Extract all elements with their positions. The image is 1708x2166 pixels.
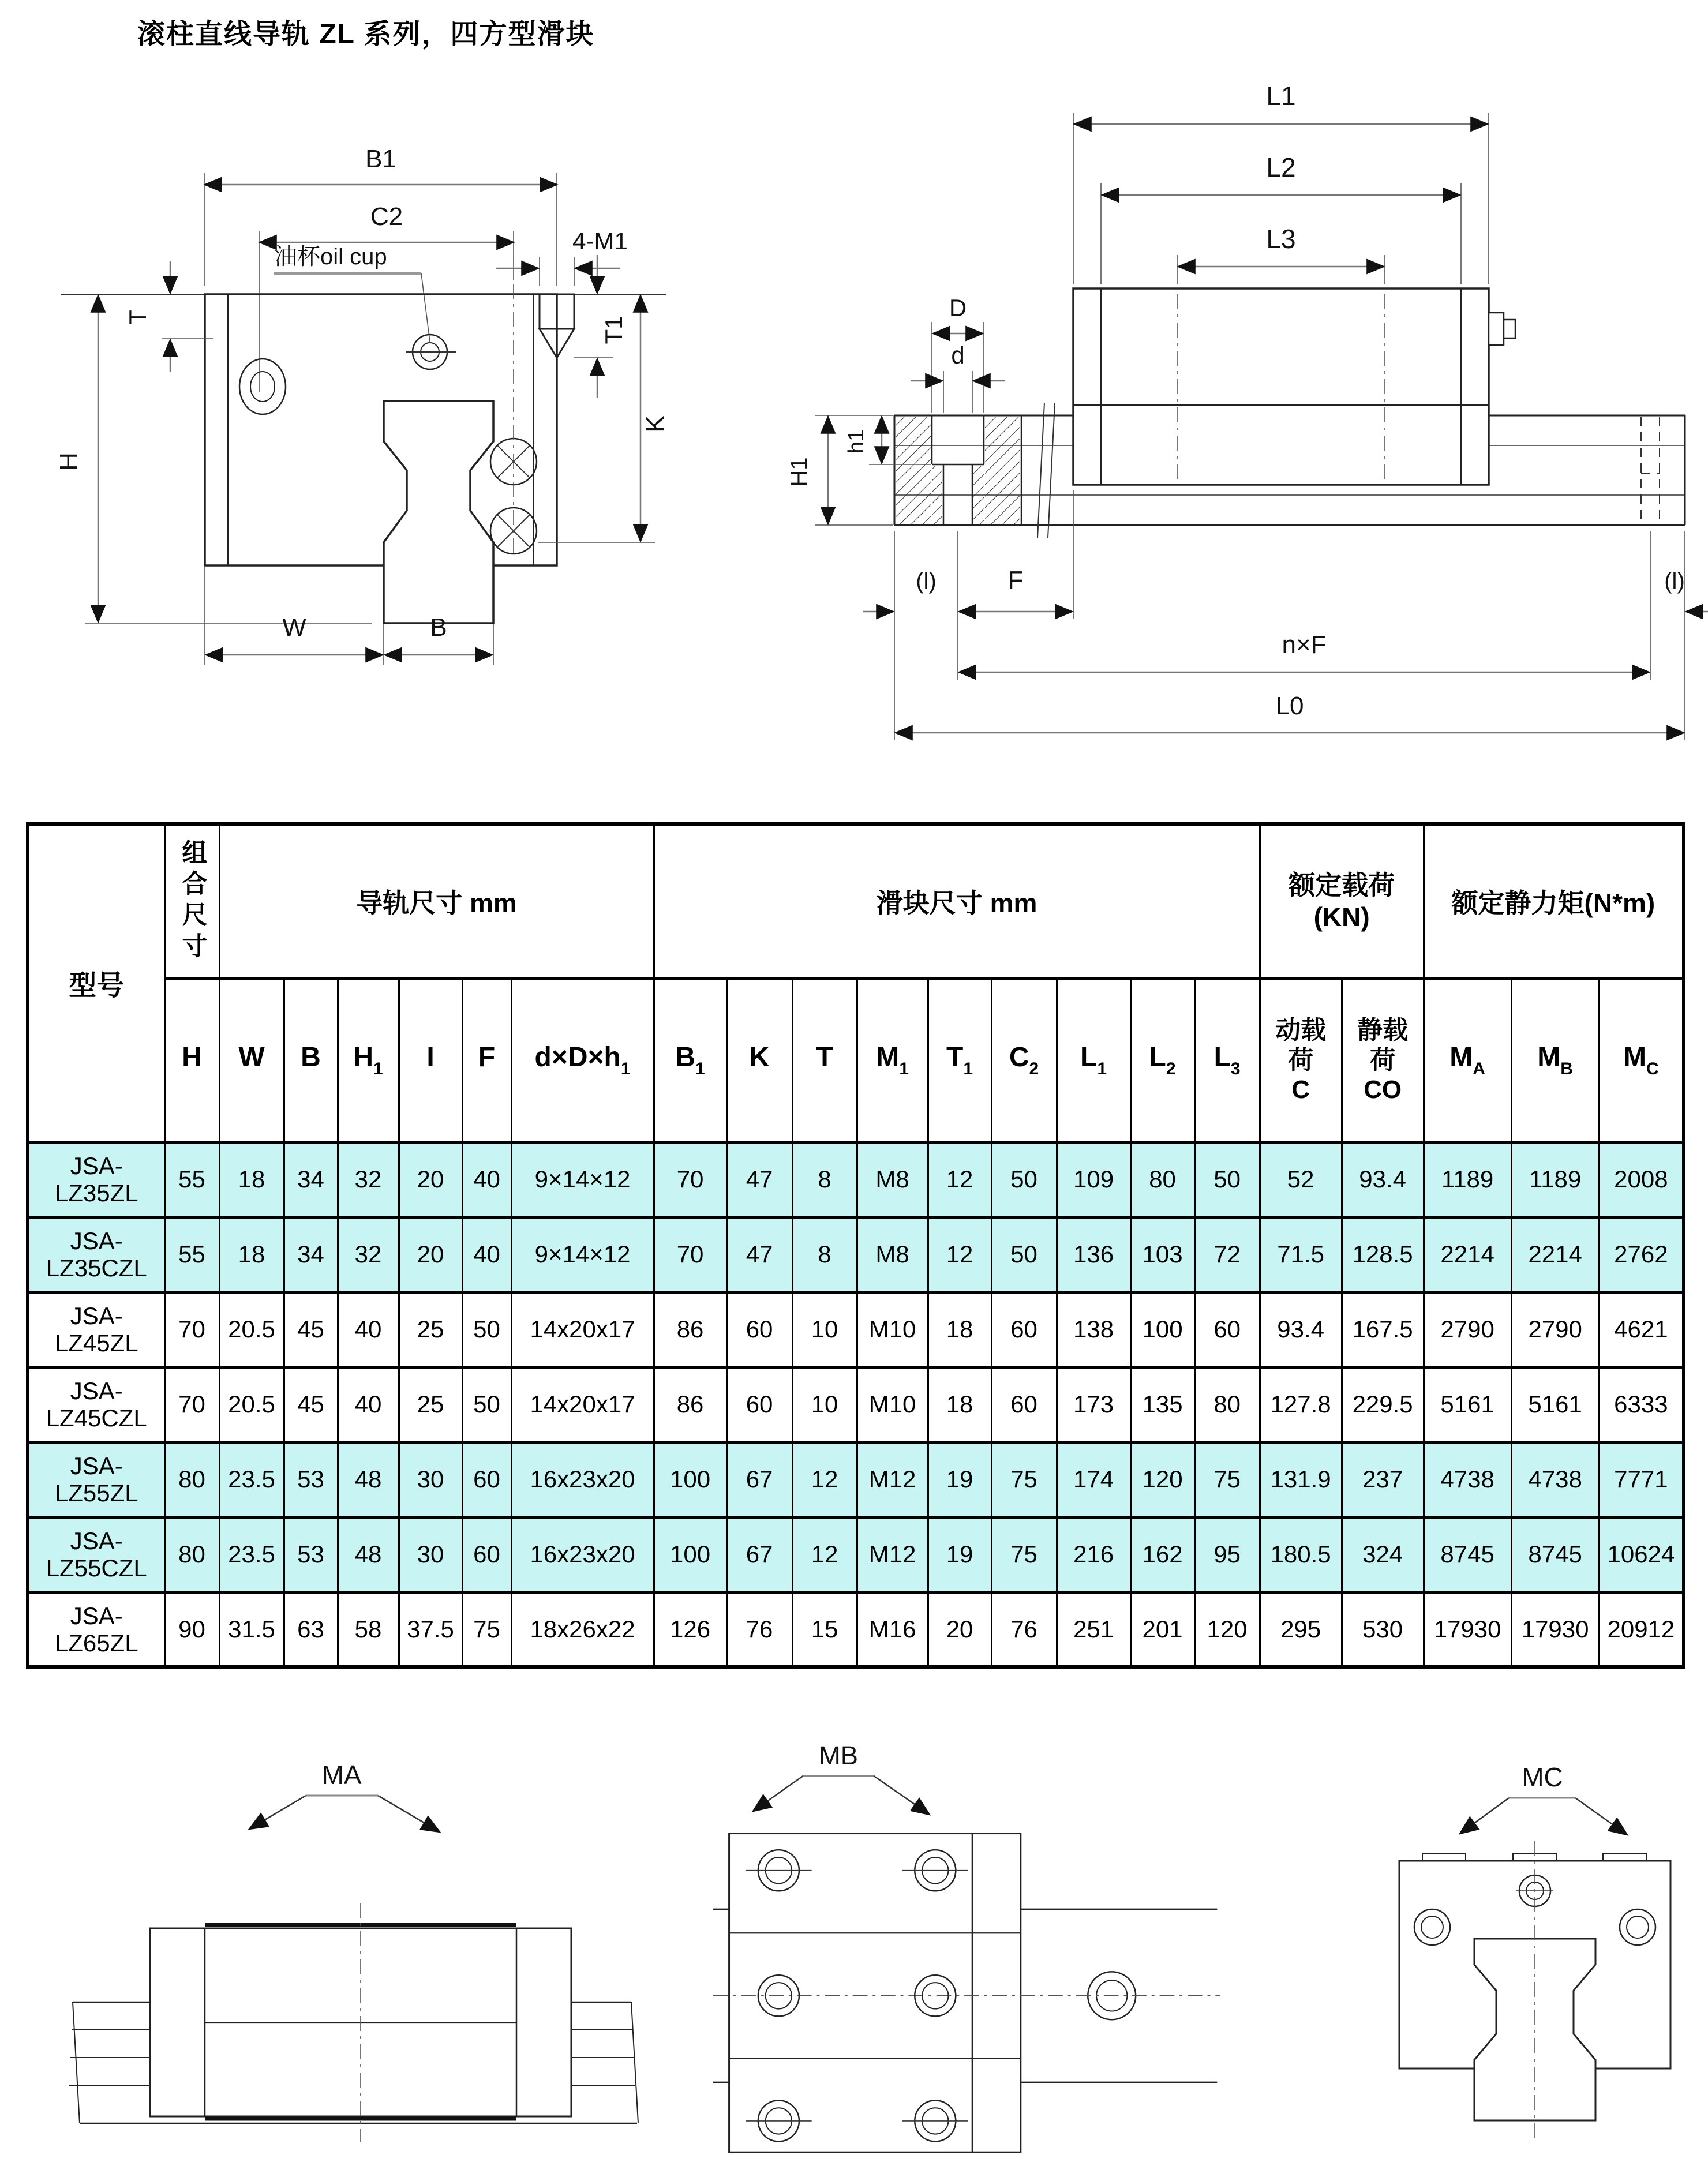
value-cell: 17930 xyxy=(1511,1592,1599,1667)
header-static-moment: 额定静力矩(N*m) xyxy=(1424,824,1684,979)
side-view-drawing xyxy=(669,35,1702,762)
value-cell: 18 xyxy=(928,1292,991,1367)
col-header-B: B xyxy=(284,979,338,1142)
value-cell: 19 xyxy=(928,1517,991,1592)
value-cell: 32 xyxy=(338,1217,399,1292)
value-cell: 16x23x20 xyxy=(511,1442,654,1517)
value-cell: 72 xyxy=(1194,1217,1260,1292)
value-cell: 19 xyxy=(928,1442,991,1517)
model-cell: JSA-LZ35ZL xyxy=(28,1142,164,1217)
value-cell: 1189 xyxy=(1511,1142,1599,1217)
value-cell: 58 xyxy=(338,1592,399,1667)
value-cell: 75 xyxy=(462,1592,511,1667)
value-cell: 2214 xyxy=(1424,1217,1511,1292)
value-cell: 251 xyxy=(1057,1592,1130,1667)
value-cell: 18x26x22 xyxy=(511,1592,654,1667)
carriage-block-side xyxy=(150,1903,571,2142)
value-cell: 100 xyxy=(654,1442,726,1517)
table-row xyxy=(28,1217,1684,1292)
col-header-MB: $M_B$ xyxy=(1511,979,1599,1142)
value-cell: 60 xyxy=(462,1517,511,1592)
value-cell: 55 xyxy=(164,1142,219,1217)
value-cell: 2790 xyxy=(1511,1292,1599,1367)
value-cell: 131.9 xyxy=(1260,1442,1342,1517)
value-cell: 23.5 xyxy=(219,1442,284,1517)
value-cell: 31.5 xyxy=(219,1592,284,1667)
dim-label-w: W xyxy=(282,613,306,642)
value-cell: 16x23x20 xyxy=(511,1517,654,1592)
value-cell: 80 xyxy=(164,1517,219,1592)
dim-label-c2: C2 xyxy=(370,203,403,231)
carriage-block-top xyxy=(729,1834,1021,2153)
value-cell: 40 xyxy=(462,1142,511,1217)
col-header-W: W xyxy=(219,979,284,1142)
value-cell: 18 xyxy=(928,1367,991,1442)
value-cell: 45 xyxy=(284,1292,338,1367)
dim-label-l2: L2 xyxy=(1266,152,1296,182)
value-cell: 86 xyxy=(654,1367,726,1442)
header-model: 型号 xyxy=(28,824,164,1142)
value-cell: 48 xyxy=(338,1517,399,1592)
value-cell: 20 xyxy=(399,1217,462,1292)
value-cell: 4738 xyxy=(1424,1442,1511,1517)
value-cell: 75 xyxy=(991,1442,1057,1517)
value-cell: 237 xyxy=(1342,1442,1424,1517)
value-cell: 9×14×12 xyxy=(511,1217,654,1292)
value-cell: 30 xyxy=(399,1517,462,1592)
value-cell: 50 xyxy=(462,1292,511,1367)
value-cell: 80 xyxy=(1130,1142,1194,1217)
value-cell: 12 xyxy=(792,1517,857,1592)
ma-moment-diagram xyxy=(63,1742,640,2158)
ma-label: MA xyxy=(321,1760,362,1790)
value-cell: 25 xyxy=(399,1292,462,1367)
value-cell: 2790 xyxy=(1424,1292,1511,1367)
col-header-M1: $M_1$ xyxy=(857,979,928,1142)
mb-moment-diagram xyxy=(710,1728,1229,2161)
value-cell: 10624 xyxy=(1599,1517,1684,1592)
value-cell: 48 xyxy=(338,1442,399,1517)
col-header-dDh1: $d\times D\times h_1$ xyxy=(511,979,654,1142)
value-cell: M16 xyxy=(857,1592,928,1667)
value-cell: 70 xyxy=(164,1367,219,1442)
value-cell: 126 xyxy=(654,1592,726,1667)
value-cell: 40 xyxy=(462,1217,511,1292)
model-cell: JSA-LZ45CZL xyxy=(28,1367,164,1442)
value-cell: 7771 xyxy=(1599,1442,1684,1517)
value-cell: 9×14×12 xyxy=(511,1142,654,1217)
value-cell: 55 xyxy=(164,1217,219,1292)
value-cell: 12 xyxy=(928,1142,991,1217)
col-header-T1: $T_1$ xyxy=(928,979,991,1142)
value-cell: 60 xyxy=(462,1442,511,1517)
value-cell: 4738 xyxy=(1511,1442,1599,1517)
value-cell: 2214 xyxy=(1511,1217,1599,1292)
value-cell: 216 xyxy=(1057,1517,1130,1592)
value-cell: 135 xyxy=(1130,1367,1194,1442)
value-cell: 40 xyxy=(338,1367,399,1442)
col-header-H: H xyxy=(164,979,219,1142)
value-cell: 120 xyxy=(1194,1592,1260,1667)
dim-label-b1: B1 xyxy=(365,145,396,173)
col-header-L2: $L_2$ xyxy=(1130,979,1194,1142)
col-header-static-load-C0: 静载 荷 CO xyxy=(1342,979,1424,1142)
value-cell: 67 xyxy=(726,1517,792,1592)
value-cell: 50 xyxy=(991,1217,1057,1292)
value-cell: 229.5 xyxy=(1342,1367,1424,1442)
value-cell: 324 xyxy=(1342,1517,1424,1592)
value-cell: 70 xyxy=(164,1292,219,1367)
value-cell: 53 xyxy=(284,1442,338,1517)
model-cell: JSA-LZ55CZL xyxy=(28,1517,164,1592)
value-cell: 127.8 xyxy=(1260,1367,1342,1442)
value-cell: 93.4 xyxy=(1260,1292,1342,1367)
col-header-L3: $L_3$ xyxy=(1194,979,1260,1142)
value-cell: 14x20x17 xyxy=(511,1292,654,1367)
value-cell: 167.5 xyxy=(1342,1292,1424,1367)
value-cell: 8745 xyxy=(1424,1517,1511,1592)
value-cell: 20912 xyxy=(1599,1592,1684,1667)
value-cell: 8745 xyxy=(1511,1517,1599,1592)
value-cell: M8 xyxy=(857,1217,928,1292)
value-cell: 47 xyxy=(726,1142,792,1217)
value-cell: 63 xyxy=(284,1592,338,1667)
value-cell: 14x20x17 xyxy=(511,1367,654,1442)
value-cell: M10 xyxy=(857,1367,928,1442)
value-cell: 75 xyxy=(991,1517,1057,1592)
value-cell: 120 xyxy=(1130,1442,1194,1517)
value-cell: 138 xyxy=(1057,1292,1130,1367)
value-cell: 76 xyxy=(991,1592,1057,1667)
col-header-T: T xyxy=(792,979,857,1142)
value-cell: 109 xyxy=(1057,1142,1130,1217)
dim-label-l0: L0 xyxy=(1275,692,1304,720)
header-group-dim: 组合尺寸 xyxy=(164,824,219,979)
value-cell: 8 xyxy=(792,1217,857,1292)
side-screw-holes xyxy=(490,284,537,555)
col-header-dynamic-load-C: 动载 荷 C xyxy=(1260,979,1342,1142)
table-row xyxy=(28,1442,1684,1517)
value-cell: 47 xyxy=(726,1217,792,1292)
value-cell: 60 xyxy=(991,1292,1057,1367)
value-cell: 18 xyxy=(219,1142,284,1217)
value-cell: 71.5 xyxy=(1260,1217,1342,1292)
dim-label-k: K xyxy=(641,415,669,433)
value-cell: 34 xyxy=(284,1142,338,1217)
value-cell: 12 xyxy=(928,1217,991,1292)
value-cell: 4621 xyxy=(1599,1292,1684,1367)
value-cell: 50 xyxy=(991,1142,1057,1217)
mc-moment-diagram xyxy=(1368,1748,1702,2152)
mc-label: MC xyxy=(1522,1762,1563,1792)
carriage-block xyxy=(1073,288,1515,485)
value-cell: 95 xyxy=(1194,1517,1260,1592)
value-cell: 30 xyxy=(399,1442,462,1517)
model-cell: JSA-LZ45ZL xyxy=(28,1292,164,1367)
value-cell: 201 xyxy=(1130,1592,1194,1667)
value-cell: 10 xyxy=(792,1367,857,1442)
value-cell: 80 xyxy=(1194,1367,1260,1442)
model-cell: JSA-LZ55ZL xyxy=(28,1442,164,1517)
value-cell: 93.4 xyxy=(1342,1142,1424,1217)
table-row xyxy=(28,1592,1684,1667)
col-header-MC: $M_C$ xyxy=(1599,979,1684,1142)
value-cell: M8 xyxy=(857,1142,928,1217)
value-cell: 18 xyxy=(219,1217,284,1292)
value-cell: 45 xyxy=(284,1367,338,1442)
dim-label-l-paren-right: (l) xyxy=(1664,568,1685,594)
value-cell: 34 xyxy=(284,1217,338,1292)
header-rail-dims: 导轨尺寸 mm xyxy=(219,824,654,979)
value-cell: 295 xyxy=(1260,1592,1342,1667)
value-cell: 8 xyxy=(792,1142,857,1217)
value-cell: 5161 xyxy=(1511,1367,1599,1442)
value-cell: 15 xyxy=(792,1592,857,1667)
value-cell: M12 xyxy=(857,1517,928,1592)
value-cell: 180.5 xyxy=(1260,1517,1342,1592)
value-cell: 530 xyxy=(1342,1592,1424,1667)
table-row xyxy=(28,1517,1684,1592)
value-cell: 25 xyxy=(399,1367,462,1442)
value-cell: 75 xyxy=(1194,1442,1260,1517)
value-cell: 23.5 xyxy=(219,1517,284,1592)
value-cell: 6333 xyxy=(1599,1367,1684,1442)
value-cell: 90 xyxy=(164,1592,219,1667)
dim-label-t: T xyxy=(124,310,151,325)
value-cell: 50 xyxy=(1194,1142,1260,1217)
rail-section-hatched xyxy=(896,415,1021,525)
front-view-drawing xyxy=(52,81,675,692)
header-block-dims: 滑块尺寸 mm xyxy=(654,824,1260,979)
value-cell: M10 xyxy=(857,1292,928,1367)
value-cell: 50 xyxy=(462,1367,511,1442)
dim-label-b: B xyxy=(430,613,447,642)
value-cell: 52 xyxy=(1260,1142,1342,1217)
dim-label-nf: n×F xyxy=(1282,631,1327,659)
value-cell: M12 xyxy=(857,1442,928,1517)
oil-cup-label: 油杯oil cup xyxy=(274,244,387,269)
value-cell: 17930 xyxy=(1424,1592,1511,1667)
value-cell: 76 xyxy=(726,1592,792,1667)
value-cell: 67 xyxy=(726,1442,792,1517)
mb-label: MB xyxy=(818,1741,859,1771)
value-cell: 60 xyxy=(1194,1292,1260,1367)
col-header-B1: $B_1$ xyxy=(654,979,726,1142)
model-cell: JSA-LZ65ZL xyxy=(28,1592,164,1667)
dim-label-d-upper: D xyxy=(949,294,967,321)
table-row xyxy=(28,1142,1684,1217)
value-cell: 86 xyxy=(654,1292,726,1367)
rail-profile xyxy=(384,401,493,623)
col-header-H1: $H_1$ xyxy=(338,979,399,1142)
dim-label-f: F xyxy=(1007,566,1024,594)
table-row xyxy=(28,1292,1684,1367)
value-cell: 174 xyxy=(1057,1442,1130,1517)
value-cell: 10 xyxy=(792,1292,857,1367)
value-cell: 70 xyxy=(654,1217,726,1292)
dim-label-h1: H1 xyxy=(786,457,812,487)
dim-label-h1-small: h1 xyxy=(844,429,868,454)
value-cell: 100 xyxy=(654,1517,726,1592)
value-cell: 40 xyxy=(338,1292,399,1367)
value-cell: 20 xyxy=(399,1142,462,1217)
col-header-I: I xyxy=(399,979,462,1142)
value-cell: 173 xyxy=(1057,1367,1130,1442)
value-cell: 37.5 xyxy=(399,1592,462,1667)
dim-label-d-lower: d xyxy=(951,342,965,369)
dim-label-4m1: 4-M1 xyxy=(572,227,628,254)
model-cell: JSA-LZ35CZL xyxy=(28,1217,164,1292)
value-cell: 32 xyxy=(338,1142,399,1217)
dim-label-l3: L3 xyxy=(1266,224,1296,254)
value-cell: 12 xyxy=(792,1442,857,1517)
dim-label-l-paren-left: (l) xyxy=(916,568,937,594)
value-cell: 70 xyxy=(654,1142,726,1217)
page-title: 滚柱直线导轨 ZL 系列，四方型滑块 xyxy=(137,19,595,50)
value-cell: 20 xyxy=(928,1592,991,1667)
col-header-MA: $M_A$ xyxy=(1424,979,1511,1142)
value-cell: 128.5 xyxy=(1342,1217,1424,1292)
value-cell: 60 xyxy=(726,1292,792,1367)
dim-label-h: H xyxy=(55,452,83,471)
spec-table xyxy=(26,822,1685,1669)
value-cell: 53 xyxy=(284,1517,338,1592)
value-cell: 60 xyxy=(991,1367,1057,1442)
value-cell: 80 xyxy=(164,1442,219,1517)
col-header-F: F xyxy=(462,979,511,1142)
value-cell: 20.5 xyxy=(219,1292,284,1367)
value-cell: 1189 xyxy=(1424,1142,1511,1217)
header-rated-load: 额定载荷 (KN) xyxy=(1260,824,1424,979)
dim-label-t1: T1 xyxy=(600,316,627,344)
value-cell: 162 xyxy=(1130,1517,1194,1592)
table-body xyxy=(28,1142,1684,1667)
col-header-K: K xyxy=(726,979,792,1142)
value-cell: 100 xyxy=(1130,1292,1194,1367)
value-cell: 5161 xyxy=(1424,1367,1511,1442)
col-header-C2: $C_2$ xyxy=(991,979,1057,1142)
value-cell: 20.5 xyxy=(219,1367,284,1442)
value-cell: 103 xyxy=(1130,1217,1194,1292)
table-row xyxy=(28,1367,1684,1442)
value-cell: 2762 xyxy=(1599,1217,1684,1292)
grease-nipple-icon xyxy=(1489,313,1504,345)
col-header-L1: $L_1$ xyxy=(1057,979,1130,1142)
dim-label-l1: L1 xyxy=(1266,81,1296,111)
value-cell: 60 xyxy=(726,1367,792,1442)
value-cell: 2008 xyxy=(1599,1142,1684,1217)
value-cell: 136 xyxy=(1057,1217,1130,1292)
